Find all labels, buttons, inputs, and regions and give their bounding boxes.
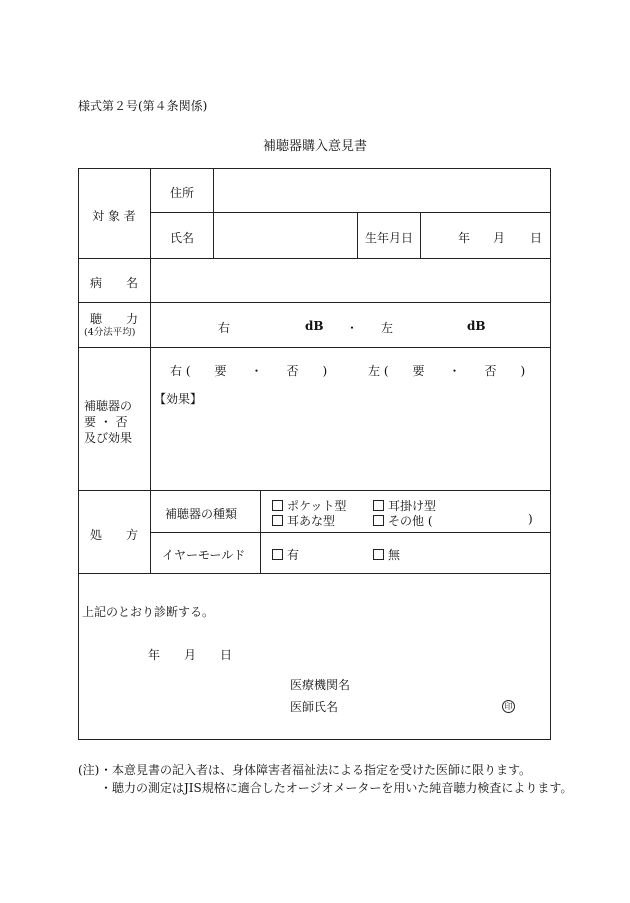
checkbox-ear-mold-no[interactable] xyxy=(373,549,384,560)
option-ear-hook-label: 耳掛け型 xyxy=(388,499,437,513)
hearing-right-label: 右 xyxy=(218,321,231,335)
checkbox-ear-hook[interactable] xyxy=(373,500,384,511)
diagnosis-month-label: 月 xyxy=(184,648,197,662)
option-ear-canal[interactable] xyxy=(272,512,335,529)
hearing-left-label: 左 xyxy=(381,321,394,335)
address-label: 住所 xyxy=(170,186,195,200)
form-number: 様式第２号(第４条関係) xyxy=(78,99,208,113)
ear-mold-label: イヤーモールド xyxy=(162,548,246,562)
need-label-line2: 要 ・ 否 xyxy=(84,415,128,429)
subject-label: 対 象 者 xyxy=(92,209,136,223)
document-title: 補聴器購入意見書 xyxy=(262,139,367,154)
ear-mold-no-label: 無 xyxy=(388,548,401,562)
birth-month-label: 月 xyxy=(493,231,506,245)
note-prefix: (注) xyxy=(78,763,100,777)
option-other[interactable] xyxy=(373,512,433,529)
doctor-name-label: 医師氏名 xyxy=(290,700,339,714)
diagnosis-year-label: 年 xyxy=(148,648,161,662)
checkbox-pocket[interactable] xyxy=(272,500,283,511)
ear-mold-yes[interactable] xyxy=(272,546,299,563)
option-pocket-label: ポケット型 xyxy=(287,499,347,513)
option-other-label: その他 ( xyxy=(388,514,433,528)
seal-icon xyxy=(502,698,515,713)
need-left-line: 左 ( 要 ・ 否 ) xyxy=(368,364,526,378)
ear-mold-yes-label: 有 xyxy=(287,548,300,562)
institution-label: 医療機関名 xyxy=(290,678,351,692)
hearing-label: 聴 力 xyxy=(90,312,139,326)
birth-day-label: 日 xyxy=(530,231,543,245)
seal-mark: 印 xyxy=(502,700,515,713)
need-right-line: 右 ( 要 ・ 否 ) xyxy=(170,364,328,378)
diagnosis-day-label: 日 xyxy=(220,648,233,662)
checkbox-other[interactable] xyxy=(373,515,384,526)
hearing-left-unit: dB xyxy=(467,319,486,333)
need-label-line3: 及び効果 xyxy=(84,431,133,445)
disease-label: 病 名 xyxy=(90,276,139,290)
birthdate-label: 生年月日 xyxy=(365,231,414,245)
hearing-sublabel: (4分法平均) xyxy=(84,327,136,338)
hearing-right-unit: dB xyxy=(305,319,324,333)
note-2: ・聴力の測定はJIS規格に適合したオージオメーターを用いた純音聴力検査によります。 xyxy=(100,781,573,795)
checkbox-ear-canal[interactable] xyxy=(272,515,283,526)
checkbox-ear-mold-yes[interactable] xyxy=(272,549,283,560)
device-type-label: 補聴器の種類 xyxy=(165,507,238,521)
option-ear-canal-label: 耳あな型 xyxy=(287,514,336,528)
effect-label: 【効果】 xyxy=(154,392,203,406)
prescription-label: 処 方 xyxy=(90,528,139,542)
birth-year-label: 年 xyxy=(458,231,471,245)
diagnosis-statement: 上記のとおり診断する。 xyxy=(82,605,215,619)
option-other-close: ) xyxy=(528,512,533,526)
note-1: ・本意見書の記入者は、身体障害者福祉法による指定を受けた医師に限ります。 xyxy=(100,763,532,777)
hearing-separator: ・ xyxy=(346,321,359,335)
need-label-line1: 補聴器の xyxy=(84,399,133,413)
ear-mold-no[interactable] xyxy=(373,546,400,563)
name-label: 氏名 xyxy=(170,231,195,245)
